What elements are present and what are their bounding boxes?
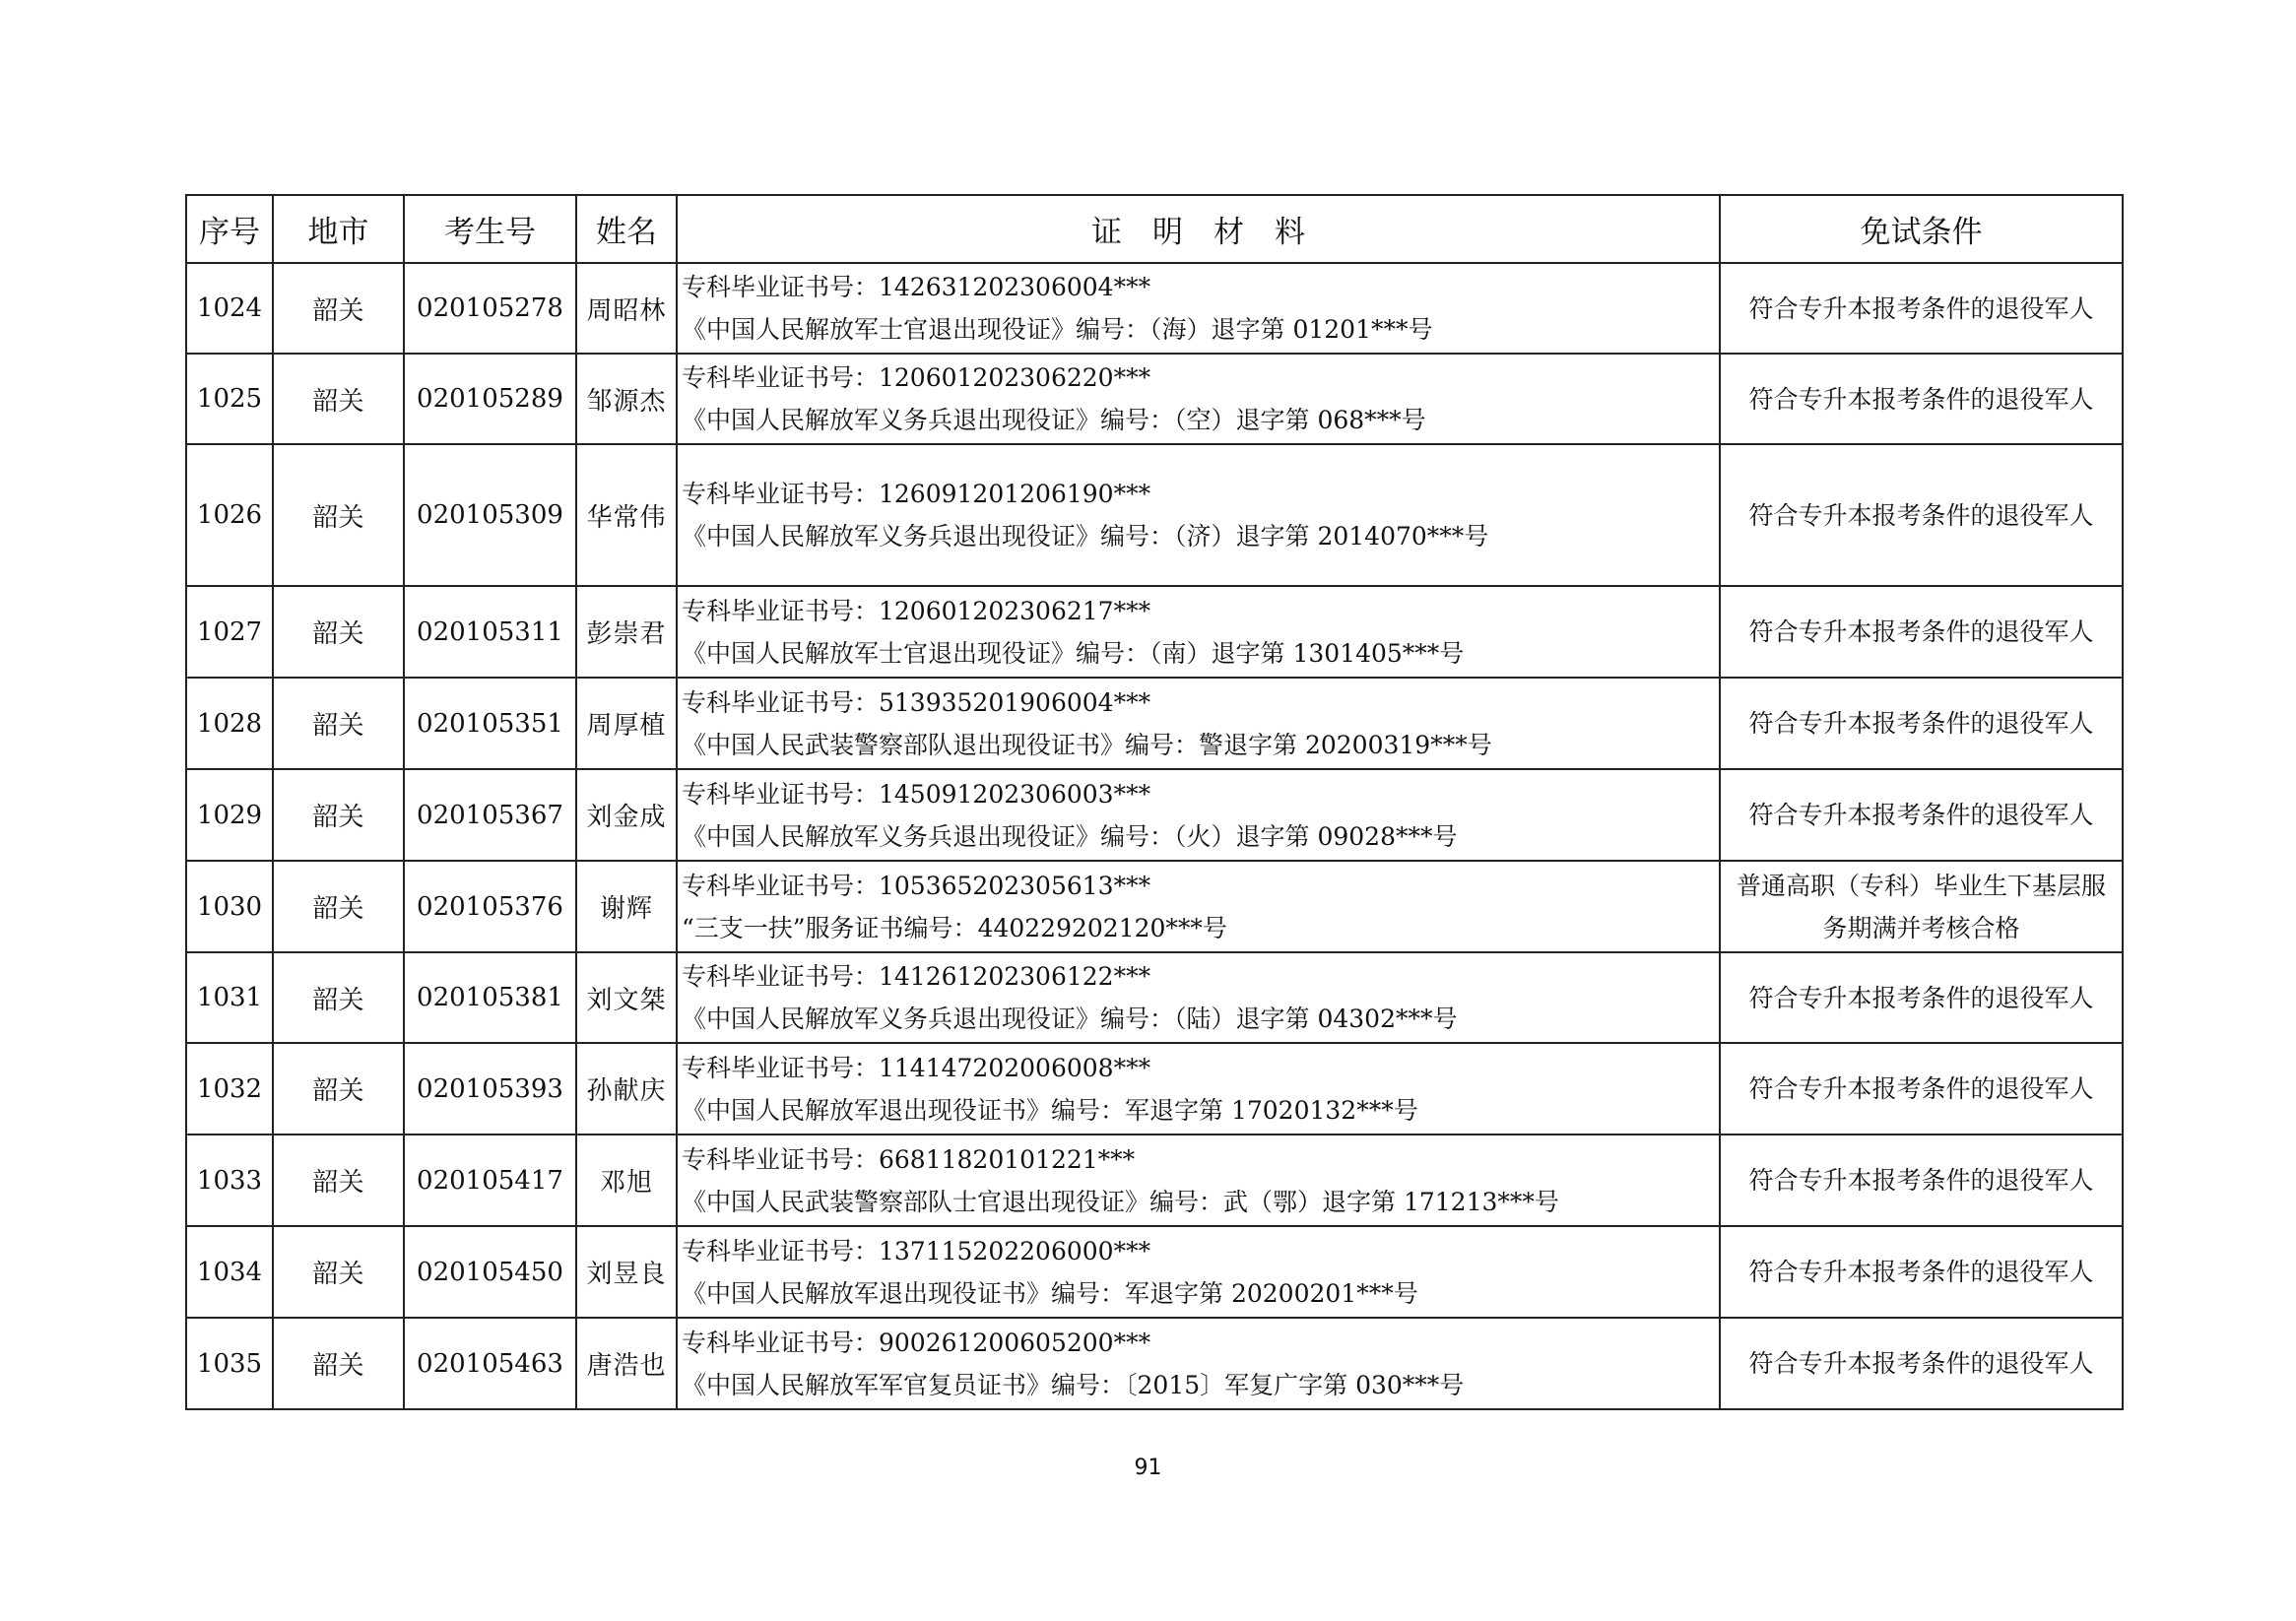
city-cell: 韶关 — [273, 678, 404, 769]
city-cell: 韶关 — [273, 1043, 404, 1135]
city-cell: 韶关 — [273, 263, 404, 354]
seq-cell: 1035 — [186, 1318, 273, 1409]
condition-line: 普通高职（专科）毕业生下基层服 — [1736, 871, 2106, 900]
condition-cell — [1720, 1318, 2123, 1409]
exam-number-cell: 020105393 — [404, 1043, 576, 1135]
exam-number-cell: 020105450 — [404, 1226, 576, 1318]
table-row — [186, 1226, 2123, 1318]
material-line: 《中国人民解放军义务兵退出现役证》编号：（火）退字第 09028***号 — [682, 821, 1458, 851]
table-row — [186, 678, 2123, 769]
exam-number-cell: 020105417 — [404, 1135, 576, 1226]
material-line: 《中国人民解放军退出现役证书》编号：军退字第 17020132***号 — [682, 1095, 1418, 1125]
material-line: 专科毕业证书号：114147202006008*** — [682, 1053, 1151, 1082]
condition-cell — [1720, 952, 2123, 1043]
city-cell: 韶关 — [273, 1226, 404, 1318]
exam-number-cell: 020105289 — [404, 354, 576, 444]
table-row — [186, 1135, 2123, 1226]
exam-number-cell: 020105309 — [404, 444, 576, 586]
name-cell: 彭崇君 — [576, 586, 677, 678]
table-row — [186, 769, 2123, 861]
material-line: 《中国人民解放军义务兵退出现役证》编号：（济）退字第 2014070***号 — [682, 522, 1489, 551]
condition-cell — [1720, 769, 2123, 861]
condition-line: 符合专升本报考条件的退役军人 — [1748, 709, 2094, 738]
city-cell: 韶关 — [273, 1135, 404, 1226]
material-cell — [677, 444, 1720, 586]
name-cell: 周昭林 — [576, 263, 677, 354]
exam-number-cell: 020105311 — [404, 586, 576, 678]
material-line: 专科毕业证书号：105365202305613*** — [682, 871, 1151, 900]
material-line: 专科毕业证书号：120601202306217*** — [682, 596, 1151, 625]
condition-cell — [1720, 1043, 2123, 1135]
header-seq: 序号 — [186, 195, 273, 263]
seq-cell: 1033 — [186, 1135, 273, 1226]
condition-line: 符合专升本报考条件的退役军人 — [1748, 1074, 2094, 1103]
material-line: 《中国人民解放军士官退出现役证》编号：（海）退字第 01201***号 — [682, 315, 1433, 344]
condition-line: 符合专升本报考条件的退役军人 — [1748, 1166, 2094, 1195]
material-line: 专科毕业证书号：900261200605200*** — [682, 1328, 1151, 1357]
material-cell — [677, 586, 1720, 678]
seq-cell: 1032 — [186, 1043, 273, 1135]
condition-line: 务期满并考核合格 — [1822, 913, 2020, 942]
material-line: 《中国人民解放军退出现役证书》编号：军退字第 20200201***号 — [682, 1278, 1418, 1308]
name-cell: 孙献庆 — [576, 1043, 677, 1135]
name-cell: 刘金成 — [576, 769, 677, 861]
name-cell: 谢辉 — [576, 861, 677, 952]
name-cell: 邓旭 — [576, 1135, 677, 1226]
material-cell — [677, 1318, 1720, 1409]
table-row — [186, 354, 2123, 444]
name-cell: 刘文桀 — [576, 952, 677, 1043]
material-cell — [677, 861, 1720, 952]
header-name: 姓名 — [576, 195, 677, 263]
header-city: 地市 — [273, 195, 404, 263]
table-row — [186, 444, 2123, 586]
city-cell: 韶关 — [273, 444, 404, 586]
material-line: 《中国人民武装警察部队士官退出现役证》编号：武（鄂）退字第 171213***号 — [682, 1187, 1559, 1216]
table-row — [186, 861, 2123, 952]
city-cell: 韶关 — [273, 861, 404, 952]
seq-cell: 1028 — [186, 678, 273, 769]
material-line: 《中国人民解放军义务兵退出现役证》编号：（空）退字第 068***号 — [682, 406, 1426, 434]
material-line: 《中国人民解放军士官退出现役证》编号：（南）退字第 1301405***号 — [682, 638, 1465, 668]
material-line: 专科毕业证书号：126091201206190*** — [682, 480, 1151, 508]
condition-cell — [1720, 861, 2123, 952]
material-line: 《中国人民解放军军官复员证书》编号：〔2015〕军复广字第 030***号 — [682, 1370, 1465, 1399]
condition-line: 符合专升本报考条件的退役军人 — [1748, 1349, 2094, 1378]
material-line: 《中国人民解放军义务兵退出现役证》编号：（陆）退字第 04302***号 — [682, 1005, 1458, 1033]
table-row — [186, 263, 2123, 354]
seq-cell: 1026 — [186, 444, 273, 586]
material-line: “三支一扶”服务证书编号：440229202120***号 — [682, 913, 1227, 942]
seq-cell: 1029 — [186, 769, 273, 861]
condition-line: 符合专升本报考条件的退役军人 — [1748, 293, 2094, 323]
material-cell — [677, 1043, 1720, 1135]
material-line: 专科毕业证书号：513935201906004*** — [682, 687, 1151, 717]
material-cell — [677, 354, 1720, 444]
condition-line: 符合专升本报考条件的退役军人 — [1748, 1258, 2094, 1286]
name-cell: 华常伟 — [576, 444, 677, 586]
condition-cell — [1720, 444, 2123, 586]
condition-line: 符合专升本报考条件的退役军人 — [1748, 617, 2094, 646]
table-header-row — [186, 195, 2123, 263]
exam-number-cell: 020105278 — [404, 263, 576, 354]
table-body — [186, 263, 2123, 1409]
table-row — [186, 586, 2123, 678]
material-cell — [677, 678, 1720, 769]
exam-number-cell: 020105376 — [404, 861, 576, 952]
material-cell — [677, 263, 1720, 354]
city-cell: 韶关 — [273, 354, 404, 444]
seq-cell: 1024 — [186, 263, 273, 354]
exam-number-cell: 020105367 — [404, 769, 576, 861]
name-cell: 邹源杰 — [576, 354, 677, 444]
material-line: 《中国人民武装警察部队退出现役证书》编号：警退字第 20200319***号 — [682, 730, 1492, 759]
city-cell: 韶关 — [273, 952, 404, 1043]
name-cell: 周厚植 — [576, 678, 677, 769]
condition-cell — [1720, 678, 2123, 769]
material-cell — [677, 952, 1720, 1043]
material-cell — [677, 1135, 1720, 1226]
condition-cell — [1720, 263, 2123, 354]
material-line: 专科毕业证书号：145091202306003*** — [682, 779, 1151, 809]
city-cell: 韶关 — [273, 586, 404, 678]
exam-number-cell: 020105463 — [404, 1318, 576, 1409]
seq-cell: 1031 — [186, 952, 273, 1043]
material-cell — [677, 1226, 1720, 1318]
table-row — [186, 1043, 2123, 1135]
material-line: 专科毕业证书号：66811820101221*** — [682, 1144, 1136, 1174]
condition-line: 符合专升本报考条件的退役军人 — [1748, 384, 2094, 414]
table-row — [186, 952, 2123, 1043]
exemption-list-table — [185, 194, 2124, 1410]
condition-cell — [1720, 354, 2123, 444]
material-line: 专科毕业证书号：141261202306122*** — [682, 962, 1151, 991]
city-cell: 韶关 — [273, 1318, 404, 1409]
city-cell: 韶关 — [273, 769, 404, 861]
condition-line: 符合专升本报考条件的退役军人 — [1748, 801, 2094, 829]
name-cell: 刘昱良 — [576, 1226, 677, 1318]
condition-cell — [1720, 1226, 2123, 1318]
material-line: 专科毕业证书号：142631202306004*** — [682, 273, 1151, 301]
exam-number-cell: 020105351 — [404, 678, 576, 769]
seq-cell: 1025 — [186, 354, 273, 444]
seq-cell: 1034 — [186, 1226, 273, 1318]
material-line: 专科毕业证书号：137115202206000*** — [682, 1236, 1151, 1265]
condition-cell — [1720, 586, 2123, 678]
seq-cell: 1027 — [186, 586, 273, 678]
condition-line: 符合专升本报考条件的退役军人 — [1748, 500, 2094, 530]
condition-cell — [1720, 1135, 2123, 1226]
condition-line: 符合专升本报考条件的退役军人 — [1748, 983, 2094, 1012]
header-condition: 免试条件 — [1720, 195, 2123, 263]
header-material: 证 明 材 料 — [677, 195, 1720, 263]
material-line: 专科毕业证书号：120601202306220*** — [682, 363, 1151, 392]
header-exam-number: 考生号 — [404, 195, 576, 263]
table-row — [186, 1318, 2123, 1409]
name-cell: 唐浩也 — [576, 1318, 677, 1409]
page-number: 91 — [1134, 1456, 1162, 1480]
seq-cell: 1030 — [186, 861, 273, 952]
material-cell — [677, 769, 1720, 861]
exam-number-cell: 020105381 — [404, 952, 576, 1043]
